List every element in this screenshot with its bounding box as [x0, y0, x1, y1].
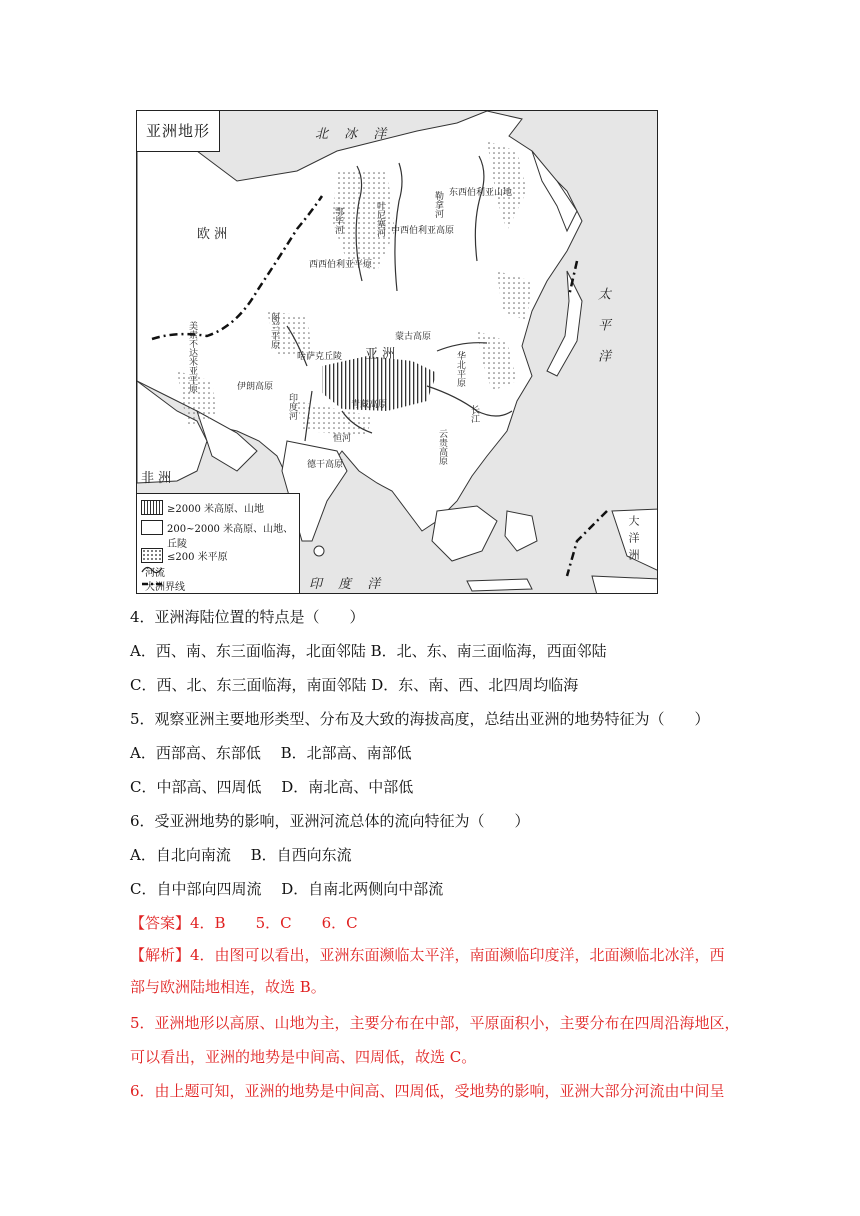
river-line-icon: [141, 564, 163, 576]
map-legend: [137, 493, 300, 594]
legend-item-boundary: 大洲界线: [141, 578, 185, 593]
analysis-line-2: 部与欧洲陆地相连，故选 B。: [130, 978, 326, 996]
analysis-line-3: 5．亚洲地形以高原、山地为主，主要分布在中部，平原面积小，主要分布在四周沿海地区，: [130, 1014, 740, 1032]
legend-item-upland: 200~2000 米高原、山地、丘陵: [141, 520, 295, 550]
question-4-options-cd: C．西、北、东三面临海，南面邻陆 D．东、南、西、北四周均临海: [130, 676, 579, 694]
asia-label: 亚 洲: [365, 347, 396, 362]
west-siberian-plain-label: 西西伯利亚平原: [309, 260, 373, 270]
deccan-plateau-label: 德干高原: [307, 460, 344, 470]
tibetan-plateau-label: 青藏高原: [351, 400, 388, 410]
analysis-line-5: 6．由上题可知，亚洲的地势是中间高、四周低，受地势的影响，亚洲大部分河流由中间呈: [130, 1082, 725, 1100]
question-5-options-cd: C．中部高、四周低 D．南北高、中部低: [130, 778, 414, 796]
legend-item-river: 河流: [141, 564, 165, 579]
kazakh-uplands-label: 哈萨克丘陵: [297, 352, 343, 362]
asia-topography-map: [136, 110, 658, 594]
map-title: 亚洲地形: [137, 111, 220, 152]
dot-swatch: [141, 548, 163, 563]
plain-swatch: [141, 520, 163, 535]
europe-label: 欧 洲: [197, 227, 228, 242]
mesopotamia-plain-label: 美索不达米亚平原: [187, 321, 197, 393]
answer-line: 【答案】4．B 5．C 6．C: [130, 914, 358, 932]
boundary-line-icon: [141, 578, 163, 590]
north-china-plain-label: 华北平原: [455, 351, 465, 387]
question-6-stem: 6．受亚洲地势的影响，亚洲河流总体的流向特征为（ ）: [130, 812, 530, 830]
turan-plain-label: 图兰平原: [269, 313, 279, 349]
pacific-ocean-label: 太平洋: [595, 287, 610, 380]
yungui-plateau-label: 云贵高原: [437, 429, 447, 465]
ob-river-label: 鄂毕河: [333, 207, 343, 234]
changjiang-river-label: 长江: [469, 405, 479, 423]
iranian-plateau-label: 伊朗高原: [237, 382, 274, 392]
yenisei-river-label: 叶尼塞河: [375, 201, 385, 237]
question-5-options-ab: A．西部高、东部低 B．北部高、南部低: [130, 744, 412, 762]
legend-item-highland: ≥2000 米高原、山地: [141, 500, 264, 515]
arctic-ocean-label: 北 冰 洋: [315, 127, 393, 142]
hatch-swatch: [141, 500, 163, 515]
question-6-options-cd: C．自中部向四周流 D．自南北两侧向中部流: [130, 880, 444, 898]
mongolian-plateau-label: 蒙古高原: [395, 332, 432, 342]
oceania-label: 大洋洲: [627, 515, 640, 566]
ganges-river-label: 恒河: [333, 434, 352, 444]
legend-item-plain: ≤200 米平原: [141, 548, 228, 563]
east-siberian-mountains-label: 东西伯利亚山地: [449, 188, 513, 198]
indus-river-label: 印度河: [287, 393, 297, 420]
central-siberian-plateau-label: 中西伯利亚高原: [391, 226, 455, 236]
question-4-stem: 4．亚洲海陆位置的特点是（ ）: [130, 608, 365, 626]
africa-label: 非 洲: [141, 471, 172, 486]
question-6-options-ab: A．自北向南流 B．自西向东流: [130, 846, 352, 864]
indian-ocean-label: 印 度 洋: [309, 577, 387, 592]
question-5-stem: 5．观察亚洲主要地形类型、分布及大致的海拔高度，总结出亚洲的地势特征为（ ）: [130, 710, 710, 728]
analysis-line-1: 【解析】4．由图可以看出，亚洲东面濒临太平洋，南面濒临印度洋，北面濒临北冰洋，西: [130, 946, 725, 964]
question-4-options-ab: A．西、南、东三面临海，北面邻陆 B．北、东、南三面临海，西面邻陆: [130, 642, 607, 660]
analysis-line-4: 可以看出，亚洲的地势是中间高、四周低，故选 C。: [130, 1048, 477, 1066]
lena-river-label: 勒拿河: [433, 191, 443, 218]
